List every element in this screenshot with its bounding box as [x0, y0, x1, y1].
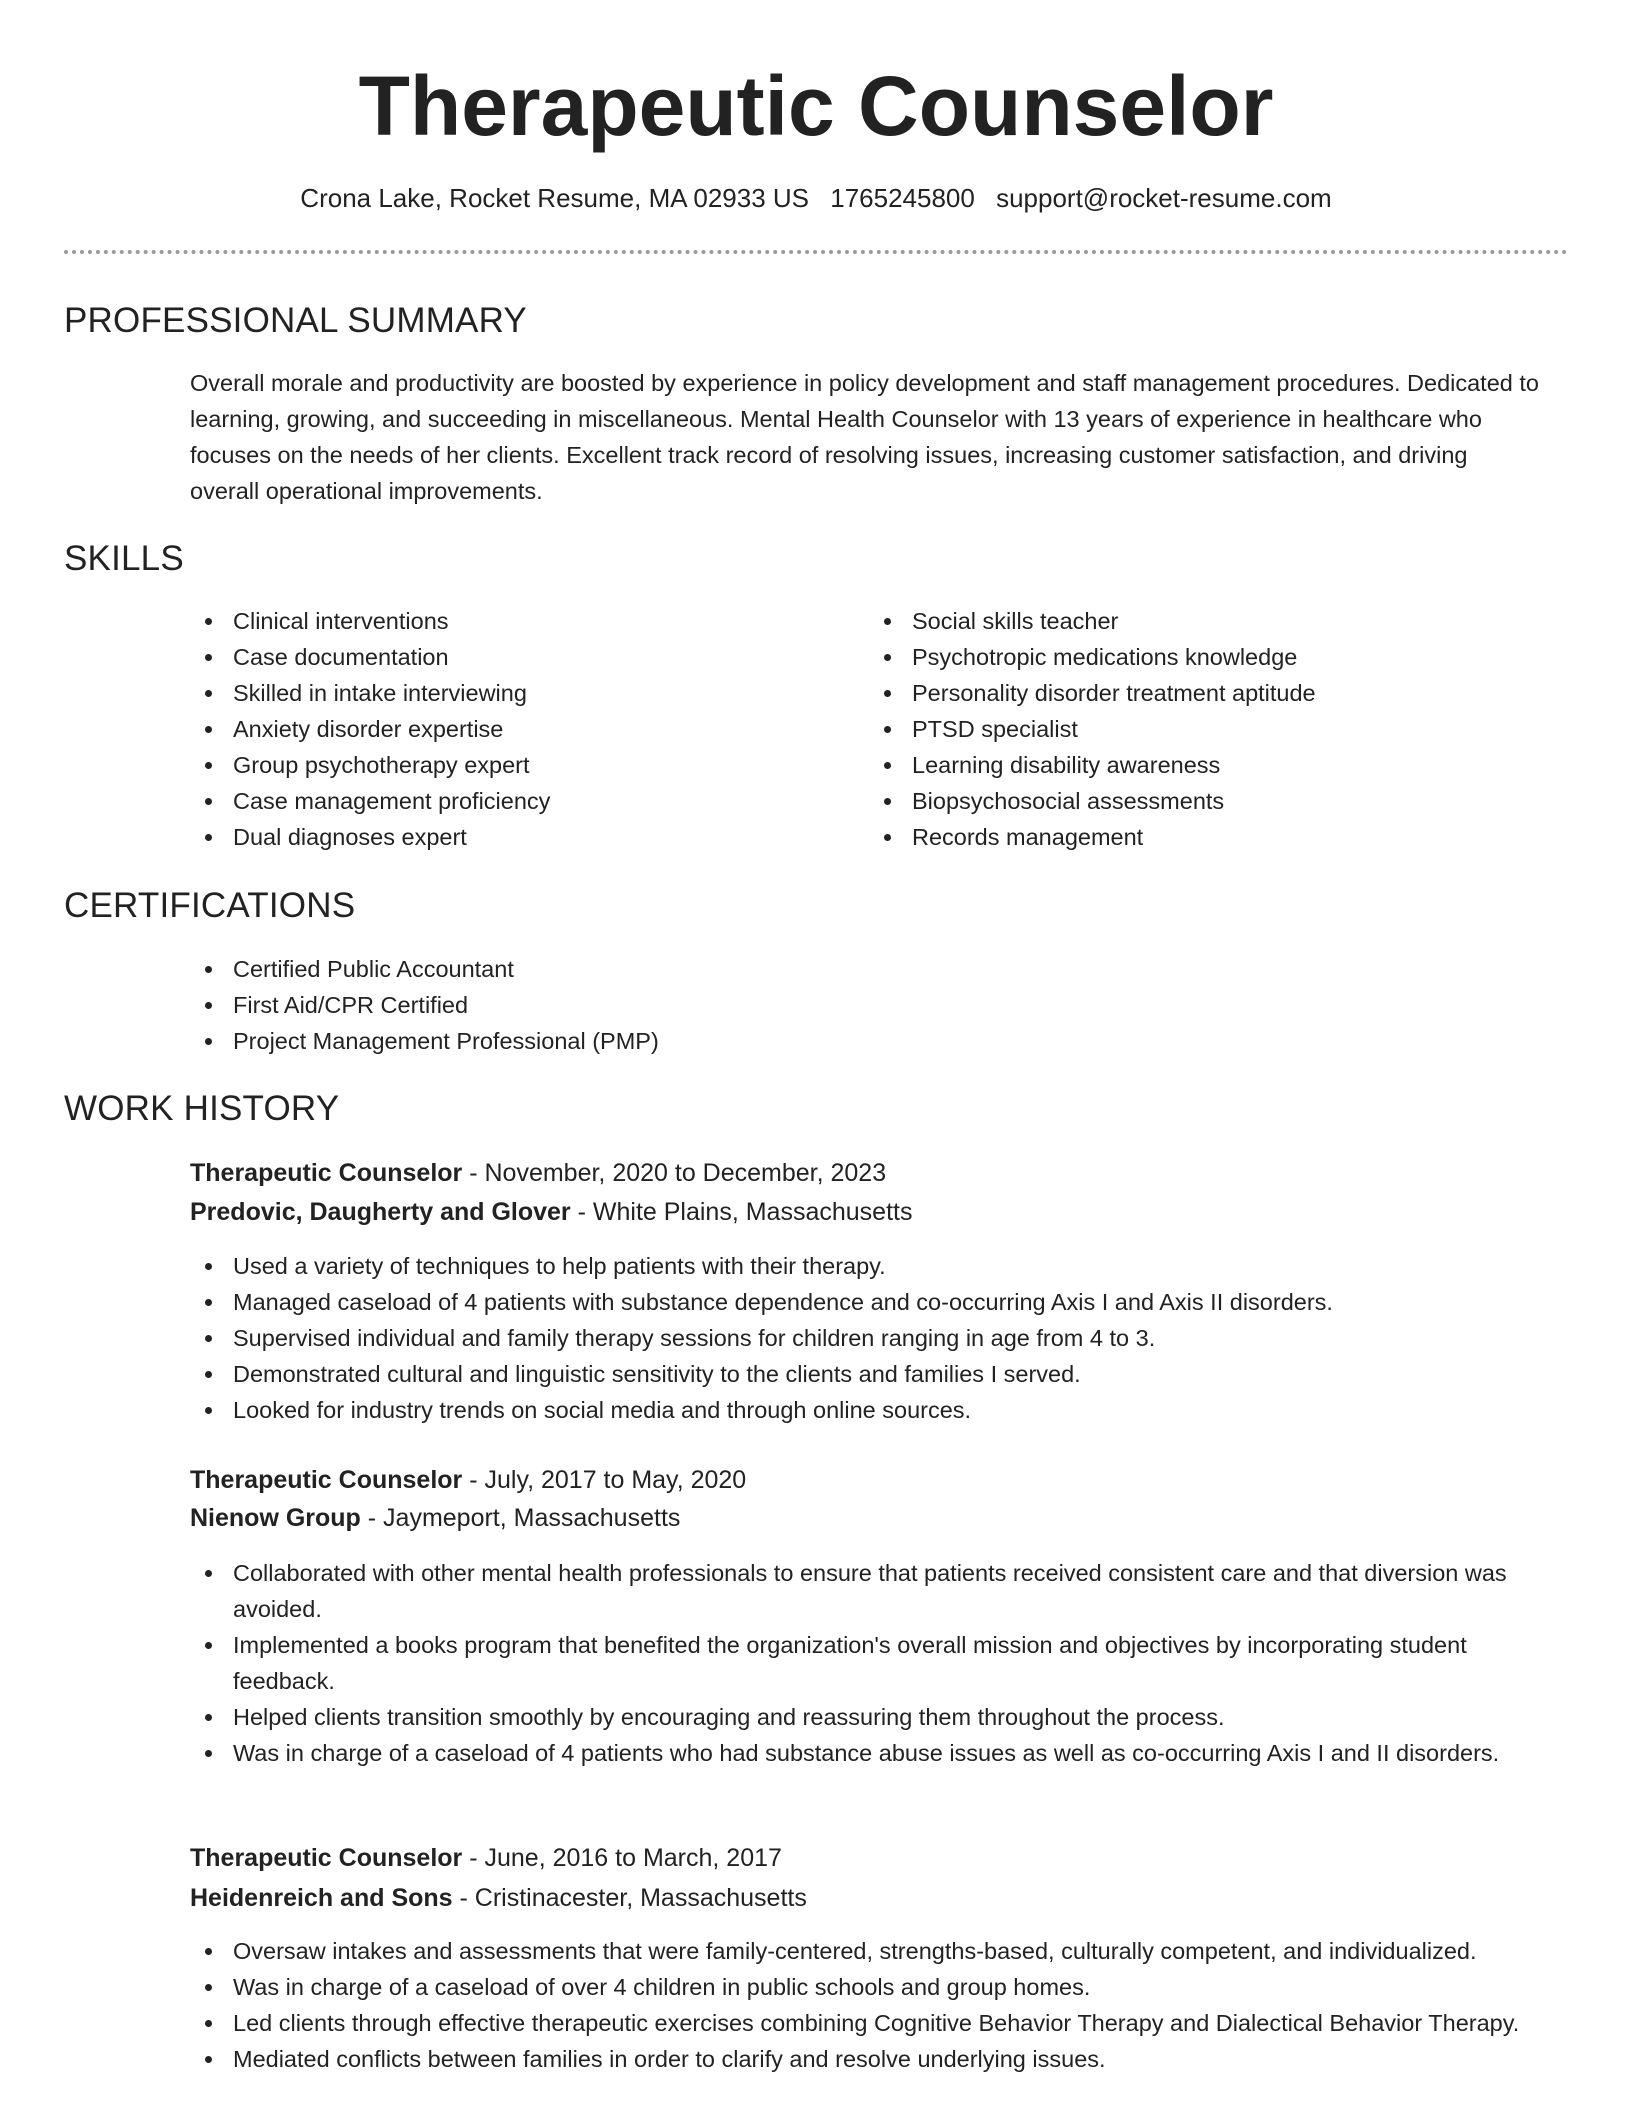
skills-list-left	[190, 603, 830, 855]
skill-item: Psychotropic medications knowledge	[869, 639, 1529, 675]
job-title-line	[190, 1154, 886, 1192]
contact-address: Crona Lake, Rocket Resume, MA 02933 US	[300, 183, 809, 213]
skill-item: Social skills teacher	[869, 603, 1529, 639]
skill-item: Dual diagnoses expert	[190, 819, 830, 855]
section-title-work-history: WORK HISTORY	[64, 1089, 340, 1128]
section-title-skills: SKILLS	[64, 539, 184, 578]
contact-email: support@rocket-resume.com	[996, 183, 1332, 213]
skill-item: Case documentation	[190, 639, 830, 675]
job-duties-list	[190, 1555, 1550, 1771]
section-title-summary: PROFESSIONAL SUMMARY	[64, 301, 527, 340]
certification-item: First Aid/CPR Certified	[190, 987, 1540, 1023]
job-duties-list	[190, 1933, 1550, 2077]
skill-item: Learning disability awareness	[869, 747, 1529, 783]
job-company: Nienow Group	[190, 1504, 361, 1532]
section-title-certifications: CERTIFICATIONS	[64, 886, 356, 925]
job-duty-item: Oversaw intakes and assessments that were family-centered, strengths-based, culturally competent, and individualized.	[190, 1933, 1550, 1969]
job-dates: - June, 2016 to March, 2017	[462, 1844, 782, 1872]
job-duty-item: Managed caseload of 4 patients with substance dependence and co-occurring Axis I and Axis II disorders.	[190, 1284, 1550, 1320]
summary-text: Overall morale and productivity are boosted by experience in policy development and staff management procedures. Dedicated to learning, growing, and succeeding in miscellaneous. Mental Health Counselor with 13 years of experience in healthcare who focuses on the needs of her clients. Excellent track record of resolving issues, increasing customer satisfaction, and driving overall operational improvements.	[190, 370, 1539, 504]
job-role: Therapeutic Counselor	[190, 1466, 463, 1494]
skills-list-right	[869, 603, 1529, 855]
job-duty-item: Demonstrated cultural and linguistic sensitivity to the clients and families I served.	[190, 1356, 1550, 1392]
job-duty-item: Mediated conflicts between families in order to clarify and resolve underlying issues.	[190, 2041, 1550, 2077]
job-duties-list	[190, 1248, 1550, 1428]
skill-item: Case management proficiency	[190, 783, 830, 819]
job-duty-item: Collaborated with other mental health professionals to ensure that patients received consistent care and that diversion was avoided.	[190, 1555, 1550, 1627]
job-dates: - November, 2020 to December, 2023	[462, 1159, 887, 1187]
job-duty-item: Led clients through effective therapeutic exercises combining Cognitive Behavior Therapy and Dialectical Behavior Therapy.	[190, 2005, 1550, 2041]
contact-line	[0, 180, 1632, 216]
skill-item: PTSD specialist	[869, 711, 1529, 747]
job-location: - Cristinacester, Massachusetts	[452, 1884, 807, 1912]
job-duty-item: Implemented a books program that benefited the organization's overall mission and objectives by incorporating student feedback.	[190, 1627, 1550, 1699]
job-company-line	[190, 1879, 807, 1917]
header-divider	[64, 250, 1568, 254]
job-title-line	[190, 1461, 746, 1499]
job-duty-item: Helped clients transition smoothly by encouraging and reassuring them throughout the process.	[190, 1699, 1550, 1735]
job-role: Therapeutic Counselor	[190, 1159, 463, 1187]
job-location: - Jaymeport, Massachusetts	[360, 1504, 681, 1532]
skill-item: Group psychotherapy expert	[190, 747, 830, 783]
job-duty-item: Supervised individual and family therapy sessions for children ranging in age from 4 to 3.	[190, 1320, 1550, 1356]
skill-item: Records management	[869, 819, 1529, 855]
job-company-line	[190, 1193, 912, 1231]
certification-item: Project Management Professional (PMP)	[190, 1023, 1540, 1059]
skill-item: Skilled in intake interviewing	[190, 675, 830, 711]
certification-item: Certified Public Accountant	[190, 951, 1540, 987]
skill-item: Biopsychosocial assessments	[869, 783, 1529, 819]
skill-item: Anxiety disorder expertise	[190, 711, 830, 747]
job-duty-item: Looked for industry trends on social media and through online sources.	[190, 1392, 1550, 1428]
job-duty-item: Was in charge of a caseload of over 4 children in public schools and group homes.	[190, 1969, 1550, 2005]
job-title-line	[190, 1839, 782, 1877]
job-role: Therapeutic Counselor	[190, 1844, 463, 1872]
job-company: Predovic, Daugherty and Glover	[190, 1198, 571, 1226]
skill-item: Personality disorder treatment aptitude	[869, 675, 1529, 711]
job-duty-item: Was in charge of a caseload of 4 patients who had substance abuse issues as well as co-occurring Axis I and II disorders.	[190, 1735, 1550, 1771]
job-dates: - July, 2017 to May, 2020	[462, 1466, 747, 1494]
candidate-name: Therapeutic Counselor	[358, 59, 1274, 153]
contact-phone: 1765245800	[830, 183, 975, 213]
skill-item: Clinical interventions	[190, 603, 830, 639]
job-location: - White Plains, Massachusetts	[570, 1198, 913, 1226]
job-company: Heidenreich and Sons	[190, 1884, 453, 1912]
job-duty-item: Used a variety of techniques to help patients with their therapy.	[190, 1248, 1550, 1284]
certifications-list	[190, 951, 1540, 1059]
job-company-line	[190, 1499, 680, 1537]
